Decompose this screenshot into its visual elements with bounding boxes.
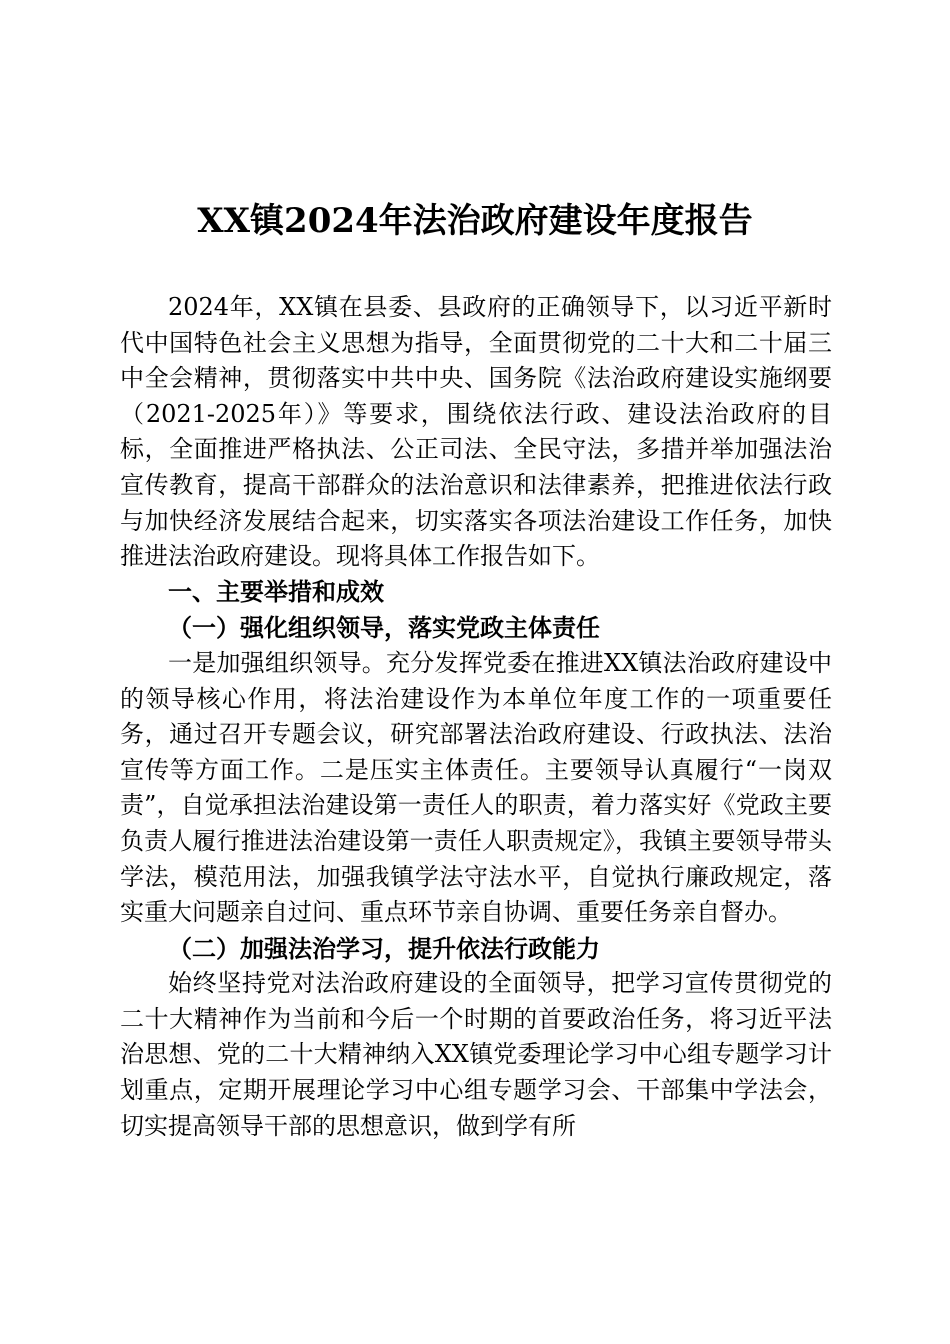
subsection-heading-2: （二）加强法治学习，提升依法行政能力 [168, 933, 600, 963]
section-heading-1: 一、主要举措和成效 [168, 577, 384, 606]
subsection-2-paragraph: 始终坚持党对法治政府建设的全面领导，把学习宣传贯彻党的二十大精神作为当前和今后一个时期的首要政治任务，将习近平法治思想、党的二十大精神纳入XX镇党委理论学习中心组专题学习计划重点，定期开展理论学习中心组专题学习会、干部集中学法会，切实提高领导干部的思想意识，做到学有所 [120, 969, 832, 1140]
document-title: XX镇2024年法治政府建设年度报告 [197, 201, 753, 241]
subsection-1-paragraph: 一是加强组织领导。充分发挥党委在推进XX镇法治政府建设中的领导核心作用，将法治建设作为本单位年度工作的一项重要任务，通过召开专题会议，研究部署法治政府建设、行政执法、法治宣传等方面工作。二是压实主体责任。主要领导认真履行“一岗双责”，自觉承担法治建设第一责任人的职责，着力落实好《党政主要负责人履行推进法治建设第一责任人职责规定》，我镇主要领导带头学法，模范用法，加强我镇学法守法水平，自觉执行廉政规定，落实重大问题亲自过问、重点环节亲自协调、重要任务亲自督办。 [120, 648, 832, 927]
subsection-heading-1: （一）强化组织领导，落实党政主体责任 [168, 613, 600, 643]
document-body [120, 290, 832, 1144]
intro-paragraph: 2024年，XX镇在县委、县政府的正确领导下，以习近平新时代中国特色社会主义思想为指导，全面贯彻党的二十大和二十届三中全会精神，贯彻落实中共中央、国务院《法治政府建设实施纲要（2021-2025年）》等要求，围绕依法行政、建设法治政府的目标，全面推进严格执法、公正司法、全民守法，多措并举加强法治宣传教育，提高干部群众的法治意识和法律素养，把推进依法行政与加快经济发展结合起来，切实落实各项法治建设工作任务，加快推进法治政府建设。现将具体工作报告如下。 [120, 293, 832, 571]
